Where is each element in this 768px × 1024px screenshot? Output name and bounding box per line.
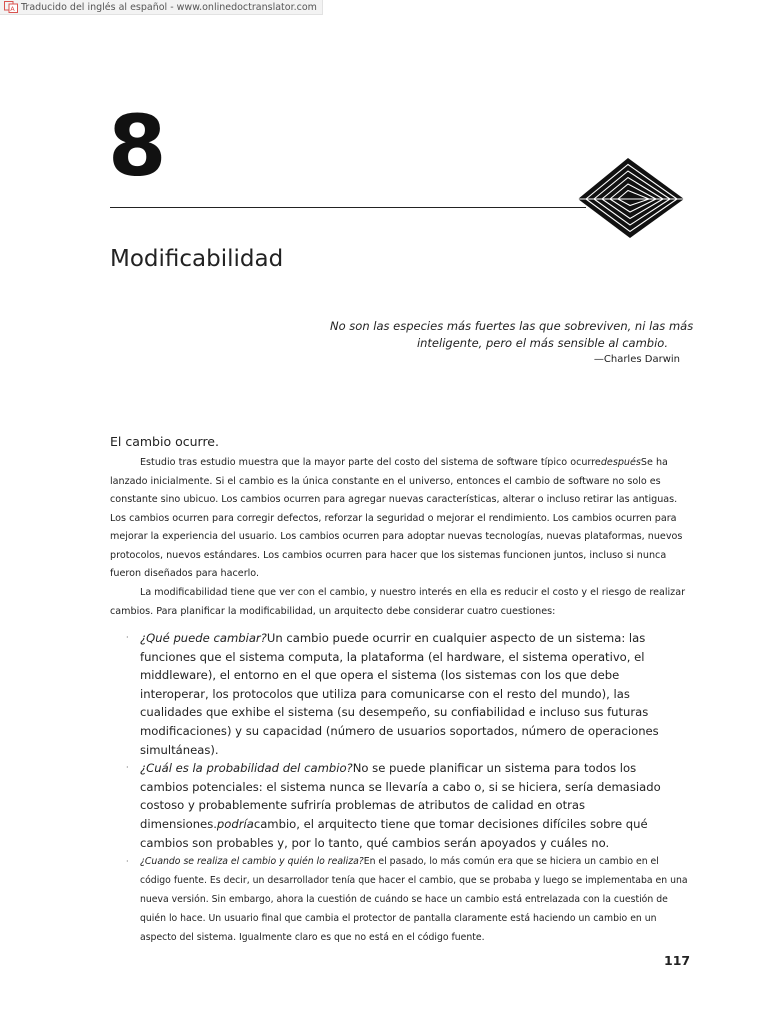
pyramid-ornament-icon <box>576 158 688 240</box>
body-paragraph-2: La modificabilidad tiene que ver con el cambio, y nuestro interés en ella es reducir el costo y el riesgo de realizar cambios. Para planificar la modificabilidad, un arquitecto debe considerar cuatro cuestiones: <box>110 587 686 617</box>
translator-logo-icon <box>4 1 18 13</box>
page-number: 117 <box>664 953 691 968</box>
epigraph-attribution: —Charles Darwin <box>593 354 680 365</box>
svg-text:A: A <box>10 5 15 13</box>
translator-banner[interactable] <box>0 0 323 15</box>
para1-text-start: Estudio tras estudio muestra que la mayor parte del costo del sistema de software típico ocurre <box>140 457 601 468</box>
para1-text-end: Se ha lanzado inicialmente. Si el cambio es la única constante en el universo, entonces el cambio de software no solo es constante sino ubicuo. Los cambios ocurren para agregar nuevas características, alterar o incluso retirar las antiguas. Los cambios ocurren para corregir defectos, reforzar la seguridad o mejorar el rendimiento. Los cambios ocurren para mejorar la experiencia del usuario. Los cambios ocurren para adoptar nuevas tecnologías, nuevas plataformas, nuevos protocolos, nuevos estándares. Los cambios ocurren para hacer que los sistemas funcionen juntos, incluso si nunca fueron diseñados para hacerlo. <box>110 457 683 579</box>
issue-text: Un cambio puede ocurrir en cualquier aspecto de un sistema: las funciones que el sistema computa, la plataforma (el hardware, el sistema operativo, el middleware), el entorno en el que opera el sistema (los sistemas con los que debe interoperar, los protocolos que utiliza para comunicarse con el resto del mundo), las cualidades que exhibe el sistema (su desempeño, su confiabilidad e incluso sus futuras modificaciones) y su capacidad (número de usuarios soportados, número de operaciones simultáneas). <box>140 631 659 757</box>
issue-list <box>126 629 688 947</box>
epigraph-line-1: No son las especies más fuertes las que sobreviven, ni las más <box>330 319 694 333</box>
body-paragraph-1 <box>110 454 688 584</box>
issue-question: ¿Cuando se realiza el cambio y quién lo realiza? <box>140 856 364 868</box>
translator-link[interactable]: Traducido del inglés al español - www.onlinedoctranslator.com <box>21 1 317 13</box>
issue-question: ¿Cuál es la probabilidad del cambio? <box>140 761 353 776</box>
chapter-number: 8 <box>108 97 167 195</box>
bullet-icon: · <box>126 763 129 773</box>
epigraph <box>330 318 694 367</box>
list-item <box>126 629 688 759</box>
bullet-icon: · <box>126 857 129 867</box>
para1-emphasis: después <box>600 457 641 468</box>
section-heading: El cambio ocurre. <box>110 434 219 449</box>
chapter-title: Modificabilidad <box>110 246 284 272</box>
epigraph-line-2: inteligente, pero el más sensible al cambio. <box>416 336 668 350</box>
issue-question: ¿Qué puede cambiar? <box>140 631 267 645</box>
bullet-icon: · <box>126 633 129 642</box>
issue-text: En el pasado, lo más común era que se hiciera un cambio en el código fuente. Es decir, un desarrollador tenía que hacer el cambio, que se probaba y luego se implementaba en una nueva versión. Sin embargo, ahora la cuestión de cuándo se hace un cambio está entrelazada con la cuestión de quién lo hace. Un usuario final que cambia el protector de pantalla claramente está haciendo un cambio en un aspecto del sistema. Igualmente claro es que no está en el código fuente. <box>140 856 688 944</box>
issue-text-start: No se puede planificar un sistema para todos los cambios potenciales: el sistema nunca se llevaría a cabo o, si se hiciera, sería demasiado costoso y probablemente sufriría problemas de atributos de calidad en otras dimensiones. <box>140 761 661 831</box>
issue-text-end: cambio, el arquitecto tiene que tomar decisiones difíciles sobre qué cambios son probables y, por lo tanto, qué cambios serán apoyados y cuáles no. <box>140 816 648 850</box>
list-item <box>126 759 688 852</box>
issue-emphasis: podría <box>216 816 254 831</box>
list-item <box>126 852 688 947</box>
chapter-divider <box>110 207 586 208</box>
